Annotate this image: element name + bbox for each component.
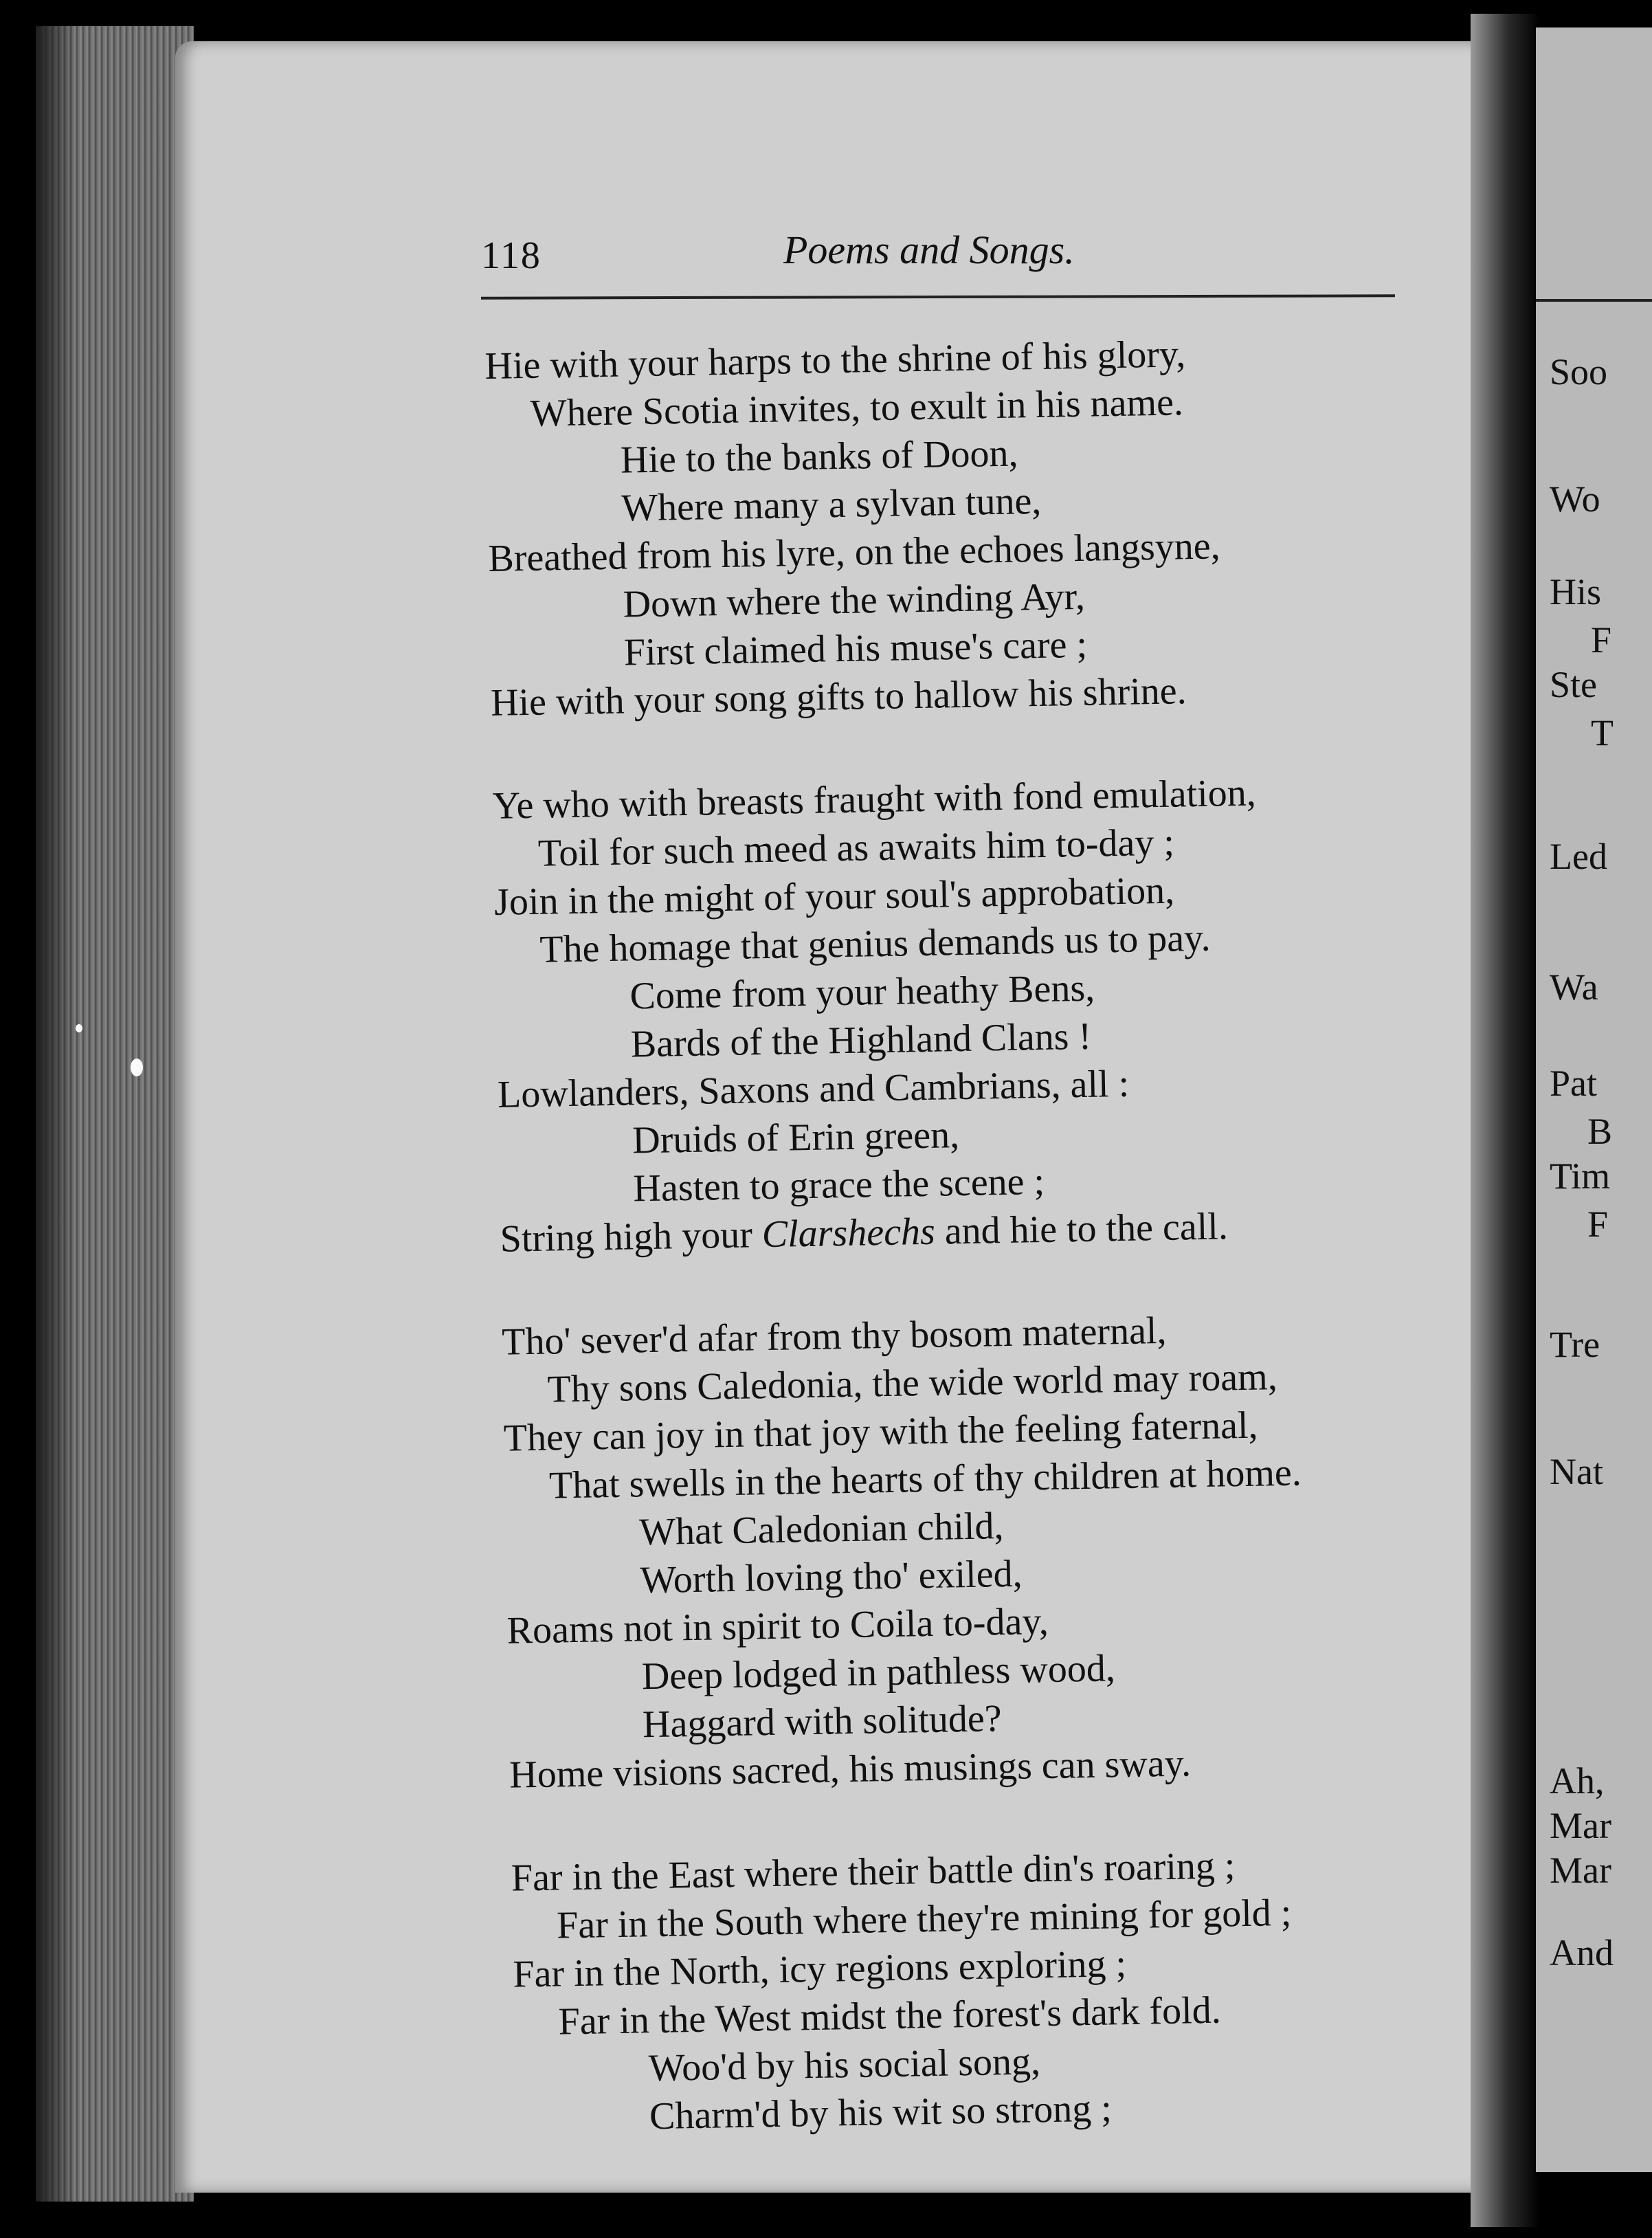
facing-line: Mar bbox=[1550, 1850, 1611, 1891]
facing-line: Mar bbox=[1550, 1805, 1611, 1846]
poem-line: Home visions sacred, his musings can sway. bbox=[509, 1742, 1192, 1797]
poem-line: Down where the winding Ayr, bbox=[623, 575, 1086, 626]
facing-line: Pat bbox=[1550, 1063, 1598, 1104]
facing-line: Ah, bbox=[1550, 1760, 1605, 1802]
poem-line: They can joy in that joy with the feeling faternal, bbox=[503, 1404, 1259, 1460]
poem-line: First claimed his muse's care ; bbox=[623, 623, 1088, 674]
running-head bbox=[481, 213, 1395, 302]
poem-line-start: String high your bbox=[500, 1213, 753, 1261]
poem-line bbox=[500, 1204, 1228, 1261]
poem-line: Far in the North, icy regions exploring ; bbox=[512, 1942, 1127, 1996]
poem-line: Bards of the Highland Clans ! bbox=[630, 1015, 1092, 1066]
poem-line: Hasten to grace the scene ; bbox=[632, 1160, 1045, 1210]
page-number: 118 bbox=[481, 234, 542, 277]
page-stack-shadow bbox=[36, 26, 77, 2202]
poem-line-end: and hie to the call. bbox=[944, 1205, 1229, 1253]
facing-line: Soo bbox=[1550, 351, 1608, 392]
facing-line: Ste bbox=[1550, 664, 1598, 705]
running-title: Poems and Songs. bbox=[783, 228, 1075, 272]
italic-word: Clarshechs bbox=[761, 1210, 936, 1256]
poem-line: Breathed from his lyre, on the echoes langsyne, bbox=[487, 524, 1221, 580]
poem-line: What Caledonian child, bbox=[638, 1505, 1004, 1554]
facing-line: Tre bbox=[1550, 1324, 1600, 1365]
poem-line: Roams not in spirit to Coila to-day, bbox=[506, 1599, 1049, 1652]
poem-line: Ye who with breasts fraught with fond emulation, bbox=[492, 771, 1257, 828]
poem-line: Lowlanders, Saxons and Cambrians, all : bbox=[497, 1062, 1130, 1116]
scan-speck bbox=[76, 1024, 82, 1032]
poem-line: Where Scotia invites, to exult in his name. bbox=[530, 381, 1184, 435]
facing-line: Led bbox=[1550, 836, 1607, 877]
facing-line: B bbox=[1587, 1111, 1613, 1152]
facing-line: His bbox=[1550, 571, 1602, 612]
poem-line: Tho' sever'd afar from thy bosom maternal, bbox=[501, 1309, 1167, 1364]
facing-line: Wo bbox=[1550, 478, 1600, 520]
book-gutter bbox=[1471, 14, 1539, 2227]
facing-line: And bbox=[1550, 1932, 1614, 1973]
poem-line: Come from your heathy Bens, bbox=[629, 966, 1095, 1018]
poem-line: Woo'd by his social song, bbox=[648, 2040, 1041, 2090]
facing-line: T bbox=[1591, 712, 1614, 753]
facing-page-rule bbox=[1536, 299, 1652, 302]
facing-line: Tim bbox=[1550, 1155, 1611, 1197]
poem-line: Charm'd by his wit so strong ; bbox=[649, 2087, 1113, 2138]
scan-speck bbox=[131, 1059, 143, 1076]
poem-line: Haggard with solitude? bbox=[642, 1697, 1003, 1747]
poem-line: Hie with your harps to the shrine of his glory, bbox=[484, 333, 1186, 388]
poem-line: Far in the West midst the forest's dark fold. bbox=[558, 1988, 1222, 2043]
poem-line: That swells in the hearts of thy children at home. bbox=[548, 1451, 1302, 1507]
facing-line: F bbox=[1587, 1204, 1609, 1245]
poem-line: Worth loving tho' exiled, bbox=[639, 1552, 1023, 1602]
poem-line: Far in the East where their battle din's roaring ; bbox=[511, 1844, 1236, 1900]
poem-line: Far in the South where they're mining for gold ; bbox=[556, 1891, 1292, 1947]
poem-line: Hie with your song gifts to hallow his shrine. bbox=[490, 669, 1187, 724]
facing-line: Wa bbox=[1550, 966, 1598, 1008]
poem-line: Thy sons Caledonia, the wide world may roam, bbox=[547, 1355, 1278, 1411]
poem-body bbox=[484, 327, 1475, 2138]
facing-line: F bbox=[1591, 619, 1612, 661]
poem-line: Where many a sylvan tune, bbox=[621, 479, 1042, 530]
facing-page bbox=[1536, 27, 1652, 2172]
facing-line: Nat bbox=[1550, 1451, 1603, 1492]
poem-line: Toil for such meed as awaits him to-day ; bbox=[537, 821, 1175, 875]
poem-line: Hie to the banks of Doon, bbox=[620, 432, 1019, 482]
poem-line: Druids of Erin green, bbox=[632, 1114, 960, 1162]
poem-line: Deep lodged in pathless wood, bbox=[641, 1647, 1116, 1698]
poem-line: Join in the might of your soul's approbation, bbox=[493, 869, 1175, 924]
poem-line: The homage that genius demands us to pay. bbox=[539, 916, 1211, 971]
